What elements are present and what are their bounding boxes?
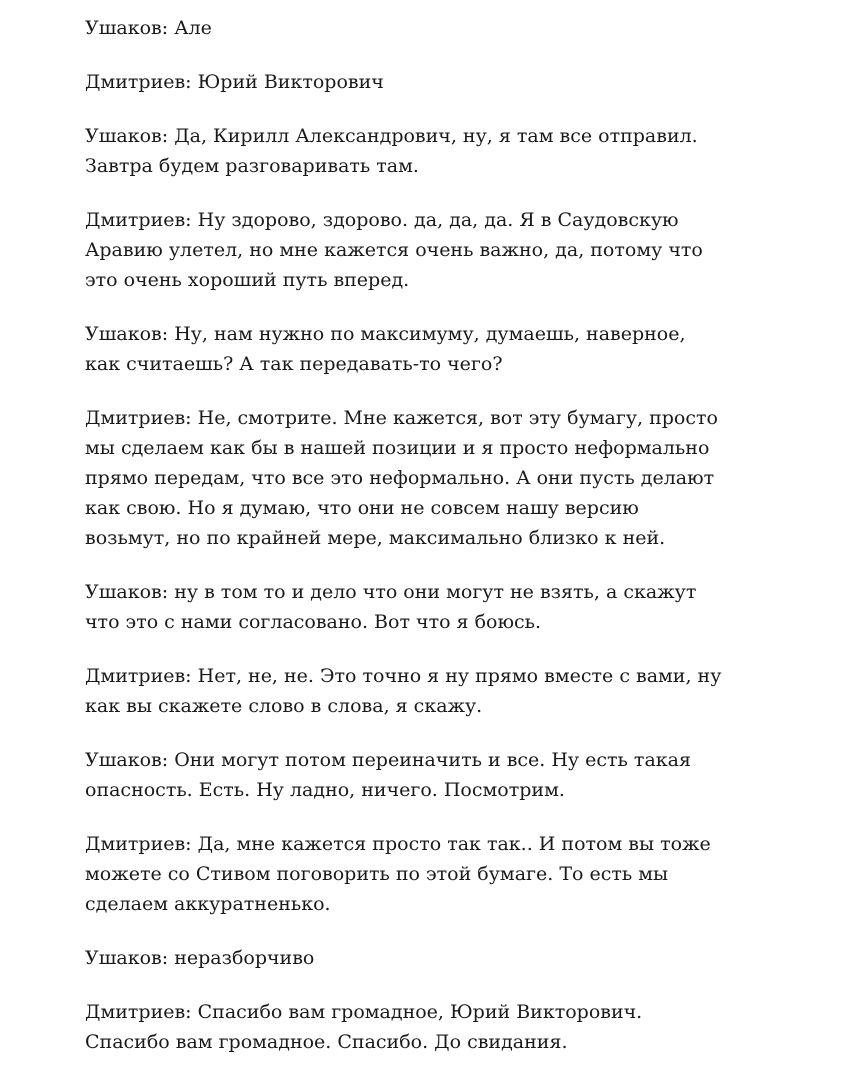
speaker-name: Ушаков : bbox=[85, 581, 174, 603]
speaker-name: Дмитриев : bbox=[85, 665, 198, 687]
transcript-paragraph bbox=[85, 943, 725, 973]
speaker-name: Дмитриев : bbox=[85, 209, 198, 231]
utterance-text: Нет, не, не. Это точно я ну прямо вместе с вами, ну как вы скажете слово в слова, я скажу. bbox=[85, 665, 722, 717]
speaker-name: Ушаков : bbox=[85, 749, 174, 771]
transcript-paragraph bbox=[85, 121, 725, 181]
utterance-text: Да, мне кажется просто так так.. И потом вы тоже можете со Стивом поговорить по этой бумаге. То есть мы сделаем аккуратненько. bbox=[85, 833, 711, 915]
utterance-text: Ну здорово, здорово. да, да, да. Я в Саудовскую Аравию улетел, но мне кажется очень важно, да, потому что это очень хороший путь вперед. bbox=[85, 209, 703, 291]
transcript-paragraph bbox=[85, 997, 725, 1057]
utterance-text: Не, смотрите. Мне кажется, вот эту бумагу, просто мы сделаем как бы в нашей позиции и я просто неформально прямо передам, что все это неформально. А они пусть делают как свою. Но я думаю, что они не совсем нашу версию возьмут, но по крайней мере, максимально близко к ней. bbox=[85, 407, 718, 549]
transcript-paragraph bbox=[85, 745, 725, 805]
utterance-text: ну в том то и дело что они могут не взять, а скажут что это с нами согласовано. Вот что я боюсь. bbox=[85, 581, 697, 633]
speaker-name: Дмитриев : bbox=[85, 1001, 198, 1023]
transcript-paragraph bbox=[85, 67, 725, 97]
speaker-name: Ушаков : bbox=[85, 17, 174, 39]
utterance-text: Спасибо вам громадное, Юрий Викторович. Спасибо вам громадное. Спасибо. До свидания. bbox=[85, 1001, 643, 1053]
transcript-paragraph bbox=[85, 661, 725, 721]
utterance-text: Да, Кирилл Александрович, ну, я там все отправил. Завтра будем разговаривать там. bbox=[85, 125, 698, 177]
utterance-text: Але bbox=[174, 17, 212, 39]
utterance-text: Они могут потом переиначить и все. Ну есть такая опасность. Есть. Ну ладно, ничего. Посмотрим. bbox=[85, 749, 691, 801]
transcript-paragraph bbox=[85, 13, 725, 43]
utterance-text: Ну, нам нужно по максимуму, думаешь, наверное, как считаешь? А так передавать-то чего? bbox=[85, 323, 686, 375]
speaker-name: Дмитриев : bbox=[85, 71, 198, 93]
utterance-text: Юрий Викторович bbox=[197, 71, 384, 93]
transcript-paragraph bbox=[85, 577, 725, 637]
speaker-name: Ушаков : bbox=[85, 323, 174, 345]
speaker-name: Дмитриев : bbox=[85, 407, 198, 429]
utterance-text: неразборчиво bbox=[174, 947, 315, 969]
speaker-name: Ушаков : bbox=[85, 125, 174, 147]
transcript-paragraph bbox=[85, 829, 725, 919]
transcript-paragraph bbox=[85, 319, 725, 379]
speaker-name: Дмитриев : bbox=[85, 833, 198, 855]
transcript-paragraph bbox=[85, 205, 725, 295]
transcript bbox=[85, 13, 725, 1081]
speaker-name: Ушаков : bbox=[85, 947, 174, 969]
transcript-paragraph bbox=[85, 403, 725, 553]
